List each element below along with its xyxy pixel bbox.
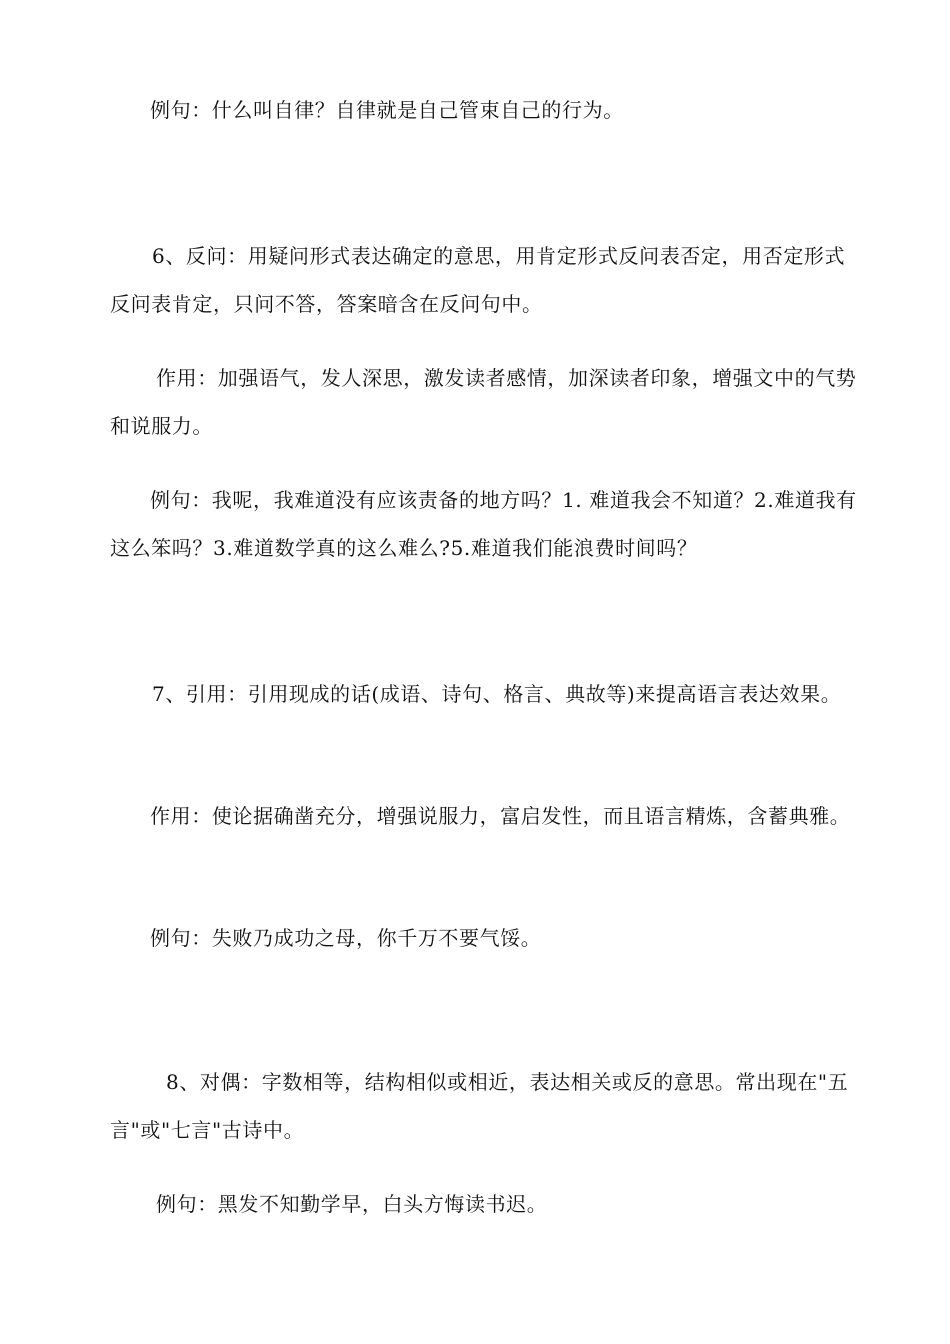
example-quotation: 例句：失败乃成功之母，你千万不要气馁。 — [150, 926, 542, 950]
function-rhetorical-question: 作用：加强语气，发人深思，激发读者感情，加深读者印象，增强文中的气势和说服力。 — [110, 366, 857, 438]
heading-quotation: 7、引用：引用现成的话(成语、诗句、格言、典故等)来提高语言表达效果。 — [152, 682, 842, 706]
heading-antithesis: 8、对偶：字数相等，结构相似或相近，表达相关或反的意思。常出现在"五言"或"七言"古诗中。 — [110, 1070, 849, 1142]
example-self-discipline: 例句：什么叫自律？自律就是自己管束自己的行为。 — [150, 98, 624, 122]
heading-rhetorical-question: 6、反问：用疑问形式表达确定的意思，用肯定形式反问表否定，用否定形式反问表肯定，只问不答，答案暗含在反问句中。 — [110, 244, 846, 316]
example-rhetorical-question: 例句：我呢，我难道没有应该责备的地方吗？1. 难道我会不知道？2.难道我有这么笨吗？3.难道数学真的这么难么?5.难道我们能浪费时间吗？ — [110, 488, 857, 560]
function-quotation: 作用：使论据确凿充分，增强说服力，富启发性，而且语言精炼，含蓄典雅。 — [150, 804, 851, 828]
example-antithesis: 例句：黑发不知勤学早，白头方悔读书迟。 — [156, 1192, 548, 1216]
